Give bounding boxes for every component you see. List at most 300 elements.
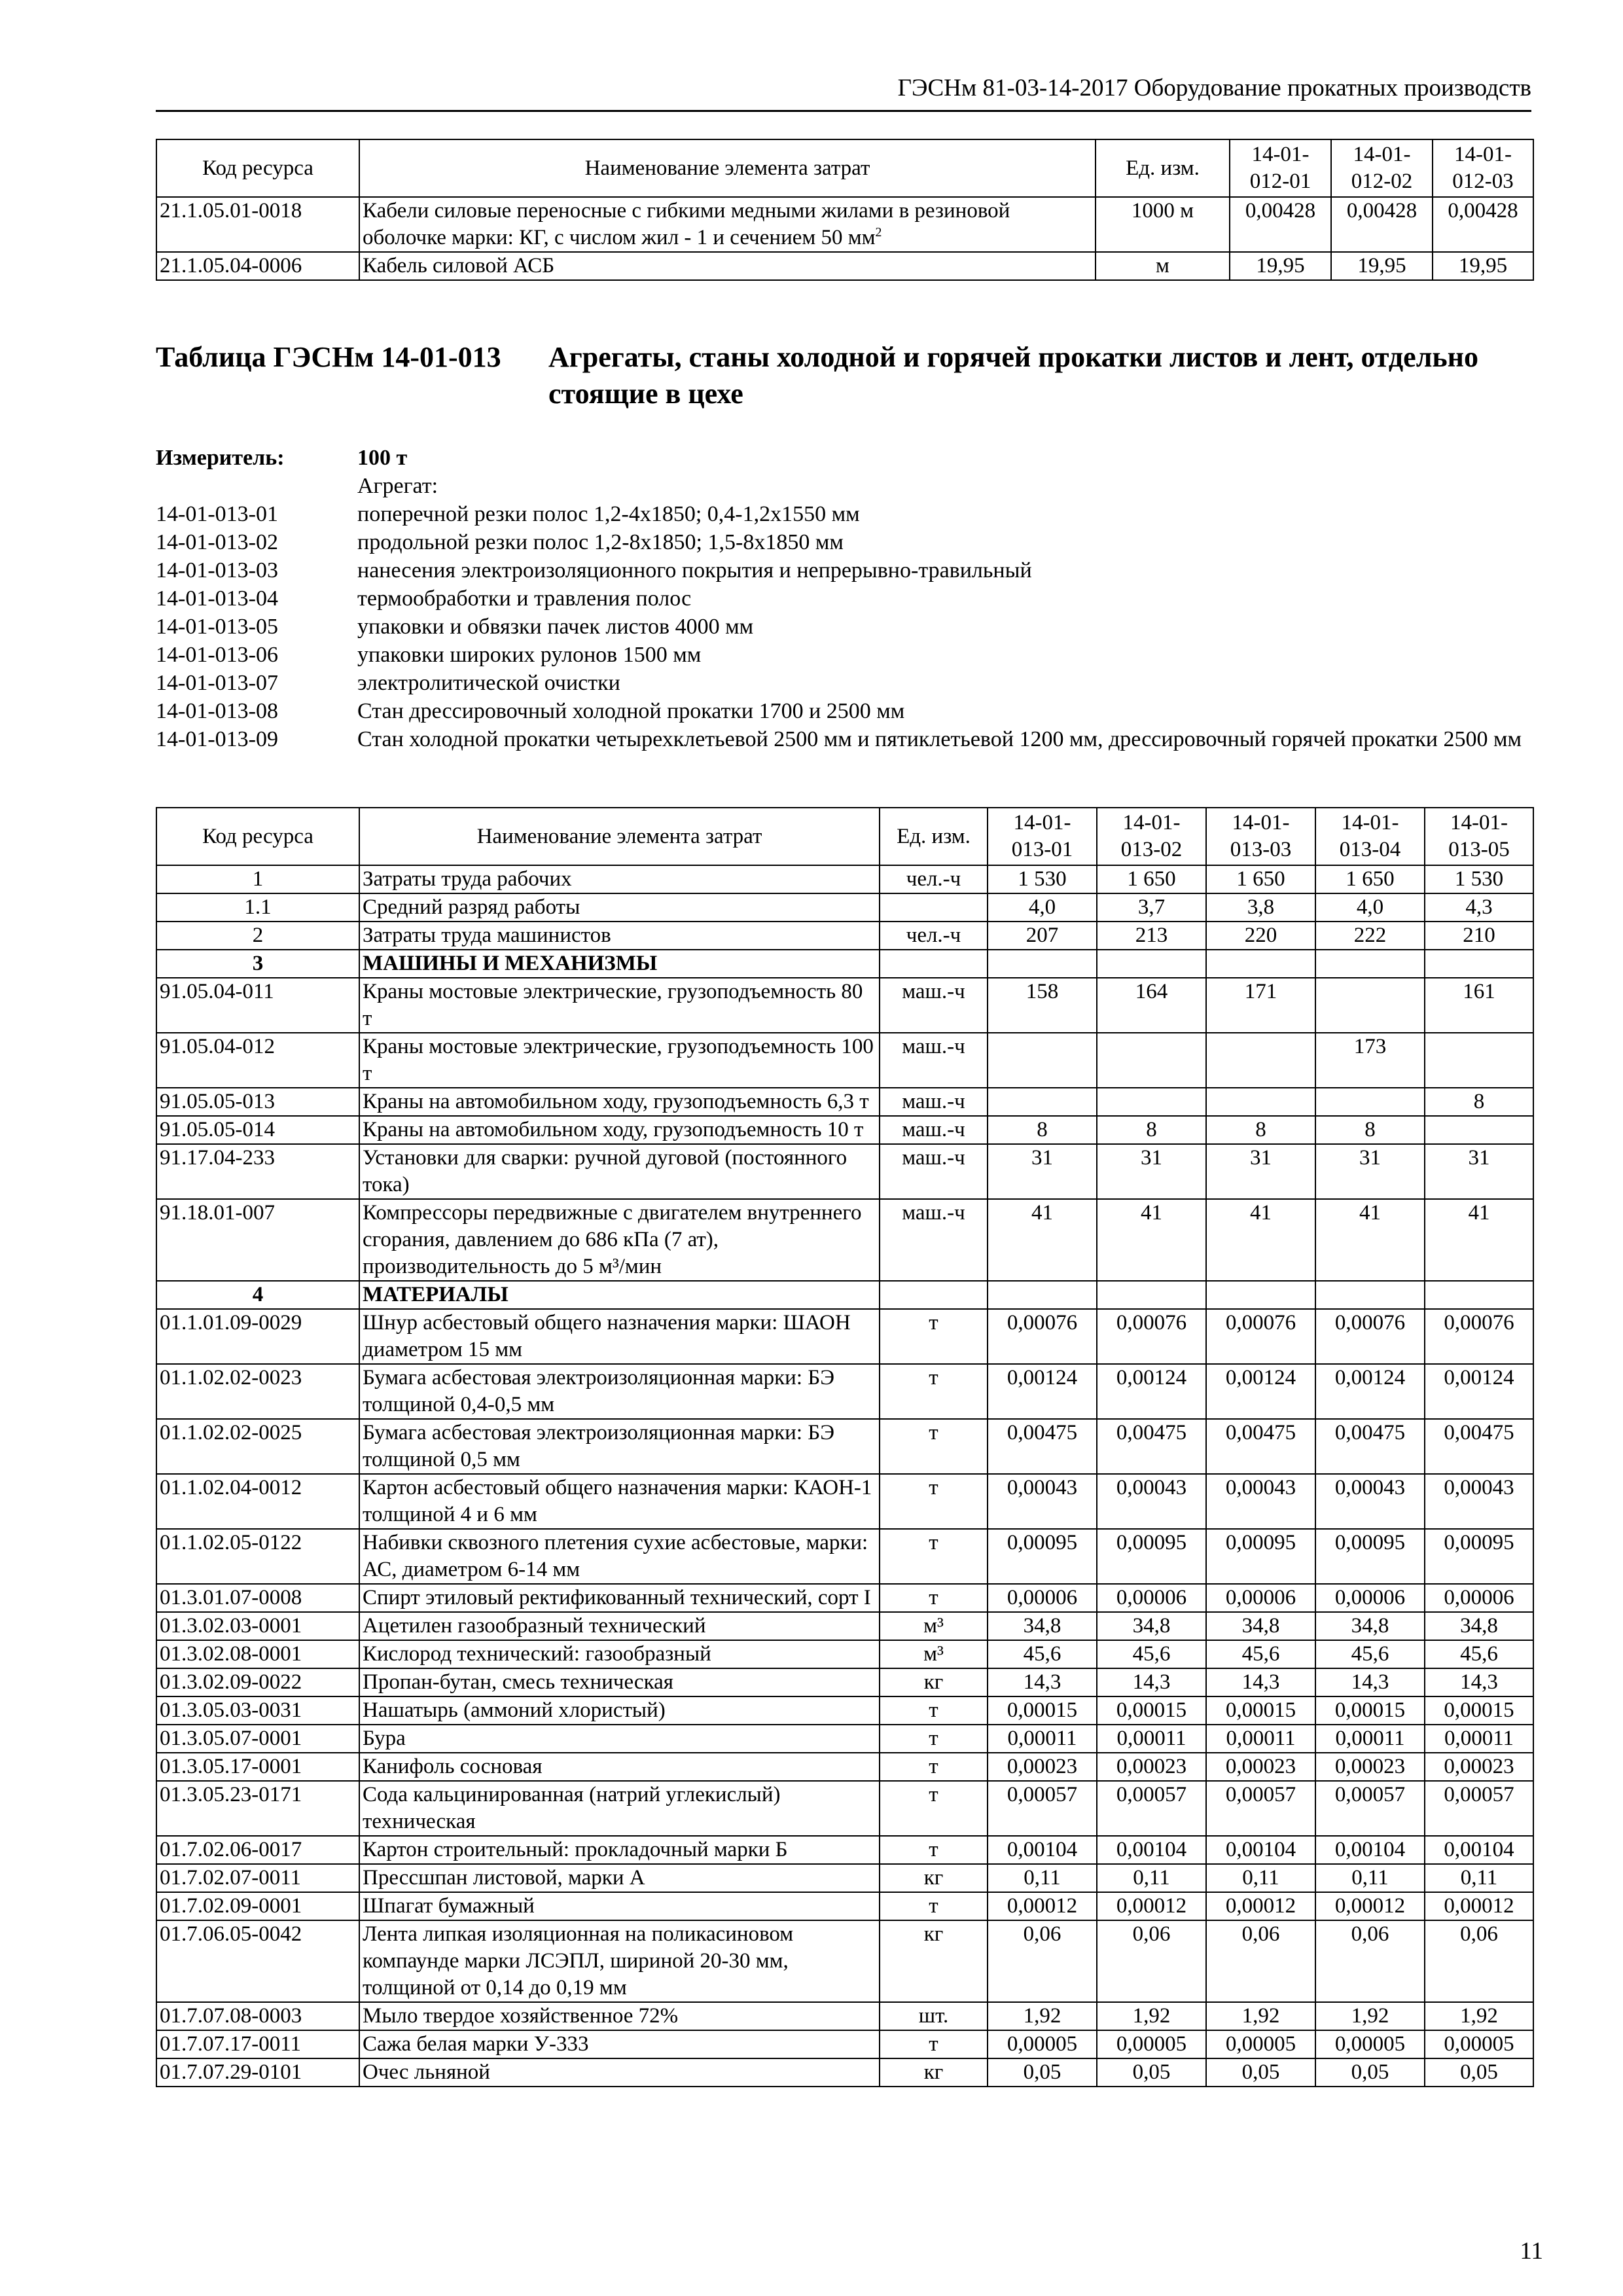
cell-value: 1,92 <box>988 2002 1097 2030</box>
cell-value: 0,00104 <box>988 1836 1097 1864</box>
cell-code: 01.3.02.09-0022 <box>156 1668 359 1696</box>
cell-value: 0,00104 <box>1315 1836 1425 1864</box>
cell-value: 34,8 <box>988 1612 1097 1640</box>
cell-value: 0,00015 <box>1425 1696 1533 1725</box>
cell-value <box>988 1281 1097 1309</box>
cell-unit: кг <box>880 2058 988 2087</box>
cell-value <box>1425 1281 1533 1309</box>
cell-value: 8 <box>1315 1116 1425 1144</box>
cell-value: 19,95 <box>1433 252 1533 280</box>
cell-value: 0,00104 <box>1425 1836 1533 1864</box>
cell-value: 8 <box>1097 1116 1206 1144</box>
cell-name: Картон асбестовый общего назначения марки: КАОН-1 толщиной 4 и 6 мм <box>359 1474 880 1529</box>
cell-unit: маш.-ч <box>880 978 988 1033</box>
meter-label: Измеритель: <box>156 446 285 470</box>
cell-value <box>988 950 1097 978</box>
cell-name: Краны на автомобильном ходу, грузоподъемность 6,3 т <box>359 1088 880 1116</box>
cell-code: 01.7.02.09-0001 <box>156 1892 359 1920</box>
cell-value: 0,05 <box>1425 2058 1533 2087</box>
cell-value <box>1206 1281 1315 1309</box>
cell-value: 0,00011 <box>1097 1725 1206 1753</box>
cell-value: 0,00011 <box>1425 1725 1533 1753</box>
cell-name: Бумага асбестовая электроизоляционная марки: БЭ толщиной 0,5 мм <box>359 1419 880 1474</box>
cell-value: 0,00057 <box>1425 1781 1533 1836</box>
cell-value <box>1425 950 1533 978</box>
cell-value: 1 650 <box>1206 865 1315 893</box>
table-header-row <box>156 808 1533 865</box>
cell-value: 1,92 <box>1206 2002 1315 2030</box>
cell-value: 220 <box>1206 922 1315 950</box>
cell-value: 0,00043 <box>1097 1474 1206 1529</box>
cell-name: Бумага асбестовая электроизоляционная марки: БЭ толщиной 0,4-0,5 мм <box>359 1364 880 1419</box>
cell-unit: маш.-ч <box>880 1116 988 1144</box>
cell-code: 01.1.01.09-0029 <box>156 1309 359 1364</box>
cell-value <box>1097 950 1206 978</box>
cell-unit: т <box>880 1892 988 1920</box>
cell-code: 01.3.01.07-0008 <box>156 1584 359 1612</box>
cell-unit <box>880 1281 988 1309</box>
cell-value: 0,00006 <box>1315 1584 1425 1612</box>
cell-unit <box>880 893 988 922</box>
cell-value: 0,00076 <box>988 1309 1097 1364</box>
cell-name: Шнур асбестовый общего назначения марки: ШАОН диаметром 15 мм <box>359 1309 880 1364</box>
meter-value: 100 т <box>357 446 408 470</box>
table-row <box>156 1836 1533 1864</box>
cell-value: 45,6 <box>1206 1640 1315 1668</box>
cell-unit: м³ <box>880 1612 988 1640</box>
cell-unit: т <box>880 1836 988 1864</box>
cell-value <box>1206 1033 1315 1088</box>
table-row <box>156 922 1533 950</box>
cell-name: Краны мостовые электрические, грузоподъемность 80 т <box>359 978 880 1033</box>
cell-value <box>988 1033 1097 1088</box>
meter-block <box>156 444 1537 753</box>
cell-value <box>1097 1033 1206 1088</box>
meter-item <box>156 556 1537 584</box>
cell-code: 91.05.05-013 <box>156 1088 359 1116</box>
cell-value <box>1315 1088 1425 1116</box>
table-body <box>156 865 1533 2087</box>
cell-value: 0,05 <box>1206 2058 1315 2087</box>
col-norm-013-02: 14-01- 013-02 <box>1097 808 1206 865</box>
table-row <box>156 1088 1533 1116</box>
cell-value: 0,00043 <box>1315 1474 1425 1529</box>
cell-value: 0,00095 <box>1206 1529 1315 1584</box>
cell-value: 31 <box>1315 1144 1425 1199</box>
cell-name: Установки для сварки: ручной дуговой (постоянного тока) <box>359 1144 880 1199</box>
col-norm-012-03: 14-01- 012-03 <box>1433 139 1533 197</box>
cell-value: 0,00043 <box>1425 1474 1533 1529</box>
cell-value: 34,8 <box>1097 1612 1206 1640</box>
meter-item <box>156 528 1537 556</box>
table-row <box>156 1033 1533 1088</box>
cell-name: Нашатырь (аммоний хлористый) <box>359 1696 880 1725</box>
cell-unit: т <box>880 1753 988 1781</box>
cell-code: 01.3.02.08-0001 <box>156 1640 359 1668</box>
table-row <box>156 1668 1533 1696</box>
table-row <box>156 1419 1533 1474</box>
cell-name-text: Кабели силовые переносные с гибкими медными жилами в резиновой оболочке марки: КГ, с числом жил - 1 и сечением 50 мм <box>363 199 1010 249</box>
cell-name: Сажа белая марки У-333 <box>359 2030 880 2058</box>
meter-item-desc: Стан дрессировочный холодной прокатки 1700 и 2500 мм <box>357 699 905 723</box>
cell-code: 1 <box>156 865 359 893</box>
cell-value: 0,11 <box>1425 1864 1533 1892</box>
cell-value: 0,05 <box>988 2058 1097 2087</box>
cell-value <box>1206 950 1315 978</box>
cell-unit: т <box>880 1781 988 1836</box>
meter-item-desc: упаковки широких рулонов 1500 мм <box>357 643 702 667</box>
meter-items <box>156 500 1537 753</box>
table-row <box>156 1612 1533 1640</box>
cell-unit: т <box>880 1696 988 1725</box>
page-number: 11 <box>1520 2238 1543 2265</box>
table-row <box>156 1892 1533 1920</box>
cell-value: 19,95 <box>1331 252 1433 280</box>
cell-unit: м³ <box>880 1640 988 1668</box>
meter-item-code: 14-01-013-08 <box>156 699 278 723</box>
table-row <box>156 865 1533 893</box>
table-row <box>156 1640 1533 1668</box>
meter-item-desc: поперечной резки полос 1,2-4x1850; 0,4-1,2x1550 мм <box>357 502 860 526</box>
cell-code: 3 <box>156 950 359 978</box>
cell-value: 0,00475 <box>1097 1419 1206 1474</box>
table-row <box>156 252 1533 280</box>
cell-unit: т <box>880 1419 988 1474</box>
cell-value: 0,00015 <box>988 1696 1097 1725</box>
cell-value: 0,05 <box>1315 2058 1425 2087</box>
meter-intro: Агрегат: <box>357 474 438 498</box>
cell-value: 0,00095 <box>1315 1529 1425 1584</box>
cell-value: 173 <box>1315 1033 1425 1088</box>
cell-value <box>1425 1033 1533 1088</box>
cell-name <box>359 197 1096 252</box>
table-row <box>156 1474 1533 1529</box>
table-row <box>156 1309 1533 1364</box>
meter-item-desc: нанесения электроизоляционного покрытия и непрерывно-травильный <box>357 558 1032 583</box>
cell-value: 0,00104 <box>1097 1836 1206 1864</box>
cell-value: 0,06 <box>1206 1920 1315 2002</box>
cell-name: Средний разряд работы <box>359 893 880 922</box>
cell-value: 0,11 <box>988 1864 1097 1892</box>
cell-value: 45,6 <box>1097 1640 1206 1668</box>
cell-unit: кг <box>880 1668 988 1696</box>
meter-item <box>156 584 1537 613</box>
table-row <box>156 1920 1533 2002</box>
cell-value: 14,3 <box>1206 1668 1315 1696</box>
cell-value <box>988 1088 1097 1116</box>
cell-value: 8 <box>1206 1116 1315 1144</box>
cell-value: 0,00012 <box>1097 1892 1206 1920</box>
cell-value: 31 <box>1425 1144 1533 1199</box>
cell-name: МАШИНЫ И МЕХАНИЗМЫ <box>359 950 880 978</box>
cell-value: 1,92 <box>1425 2002 1533 2030</box>
cell-value: 0,06 <box>1425 1920 1533 2002</box>
cell-value: 41 <box>1425 1199 1533 1281</box>
cell-code: 01.7.07.08-0003 <box>156 2002 359 2030</box>
cell-name <box>359 252 1096 280</box>
meter-item-desc: Стан холодной прокатки четырехклетьевой 2500 мм и пятиклетьевой 1200 мм, дрессировочный горячей прокатки 2500 мм <box>357 727 1522 751</box>
cell-value: 0,00043 <box>988 1474 1097 1529</box>
cell-code: 4 <box>156 1281 359 1309</box>
cell-name: Сода кальцинированная (натрий углекислый) техническая <box>359 1781 880 1836</box>
table-row <box>156 1364 1533 1419</box>
cell-value: 0,00124 <box>1425 1364 1533 1419</box>
cell-code: 01.3.05.03-0031 <box>156 1696 359 1725</box>
cell-unit <box>880 950 988 978</box>
cell-code: 01.3.05.23-0171 <box>156 1781 359 1836</box>
cell-value: 14,3 <box>988 1668 1097 1696</box>
cell-value: 0,00124 <box>1315 1364 1425 1419</box>
section-row <box>156 1281 1533 1309</box>
cell-name: Затраты труда рабочих <box>359 865 880 893</box>
cell-value: 171 <box>1206 978 1315 1033</box>
cell-name: Кислород технический: газообразный <box>359 1640 880 1668</box>
cell-code: 1.1 <box>156 893 359 922</box>
cell-unit: кг <box>880 1920 988 2002</box>
cell-unit: т <box>880 1584 988 1612</box>
cell-name: Прессшпан листовой, марки А <box>359 1864 880 1892</box>
table-row <box>156 1753 1533 1781</box>
table-name: Агрегаты, станы холодной и горячей прокатки листов и лент, отдельно стоящие в цехе <box>548 341 1478 410</box>
cell-value: 0,00428 <box>1331 197 1433 252</box>
cell-value: 0,00475 <box>988 1419 1097 1474</box>
cell-value: 0,00023 <box>1097 1753 1206 1781</box>
cell-value: 14,3 <box>1097 1668 1206 1696</box>
cell-name: Бура <box>359 1725 880 1753</box>
cell-code: 01.1.02.02-0025 <box>156 1419 359 1474</box>
cell-code: 01.3.05.07-0001 <box>156 1725 359 1753</box>
cell-value: 158 <box>988 978 1097 1033</box>
cell-value: 45,6 <box>988 1640 1097 1668</box>
cell-name: Очес льняной <box>359 2058 880 2087</box>
cell-code: 01.7.06.05-0042 <box>156 1920 359 2002</box>
table-row <box>156 1584 1533 1612</box>
col-norm-013-01: 14-01- 013-01 <box>988 808 1097 865</box>
cell-value: 0,00023 <box>1315 1753 1425 1781</box>
cell-value: 0,00006 <box>1097 1584 1206 1612</box>
cell-code: 01.7.07.29-0101 <box>156 2058 359 2087</box>
meter-item-desc: термообработки и травления полос <box>357 586 692 611</box>
cell-code: 91.18.01-007 <box>156 1199 359 1281</box>
cell-value: 207 <box>988 922 1097 950</box>
cell-value: 1 650 <box>1315 865 1425 893</box>
cell-value: 222 <box>1315 922 1425 950</box>
cell-value: 0,00006 <box>988 1584 1097 1612</box>
meter-item-desc: продольной резки полос 1,2-8x1850; 1,5-8x1850 мм <box>357 530 844 554</box>
cell-unit: 1000 м <box>1096 197 1230 252</box>
cell-value: 0,00057 <box>988 1781 1097 1836</box>
col-code: Код ресурса <box>156 139 359 197</box>
table-row <box>156 1529 1533 1584</box>
cell-value: 0,00012 <box>1425 1892 1533 1920</box>
cell-value: 0,00005 <box>1206 2030 1315 2058</box>
cell-value: 0,00076 <box>1315 1309 1425 1364</box>
cell-value: 1 650 <box>1097 865 1206 893</box>
cell-name: Компрессоры передвижные с двигателем внутреннего сгорания, давлением до 686 кПа (7 ат), производительность до 5 м³/мин <box>359 1199 880 1281</box>
table-row <box>156 1864 1533 1892</box>
meter-item <box>156 697 1537 725</box>
cell-value: 0,00076 <box>1425 1309 1533 1364</box>
cell-value: 0,00095 <box>1425 1529 1533 1584</box>
meter-item-code: 14-01-013-06 <box>156 643 278 667</box>
cell-value: 8 <box>1425 1088 1533 1116</box>
cell-value: 41 <box>1315 1199 1425 1281</box>
cell-name: Лента липкая изоляционная на поликасиновом компаунде марки ЛСЭПЛ, шириной 20-30 мм, толщиной от 0,14 до 0,19 мм <box>359 1920 880 2002</box>
cell-name: Картон строительный: прокладочный марки Б <box>359 1836 880 1864</box>
cell-value: 0,00057 <box>1315 1781 1425 1836</box>
cell-value: 0,06 <box>1097 1920 1206 2002</box>
cell-unit: маш.-ч <box>880 1199 988 1281</box>
cell-unit: чел.-ч <box>880 922 988 950</box>
cell-value: 45,6 <box>1425 1640 1533 1668</box>
running-header: ГЭСНм 81-03-14-2017 Оборудование прокатных производств <box>156 71 1531 112</box>
cell-code: 91.05.04-011 <box>156 978 359 1033</box>
cell-code: 01.7.02.06-0017 <box>156 1836 359 1864</box>
cell-value: 0,00011 <box>1315 1725 1425 1753</box>
cell-value: 0,00043 <box>1206 1474 1315 1529</box>
cell-name-superscript: 2 <box>875 225 882 240</box>
meter-item-code: 14-01-013-07 <box>156 671 278 695</box>
col-norm-013-05: 14-01- 013-05 <box>1425 808 1533 865</box>
meter-item <box>156 725 1537 753</box>
cell-value: 14,3 <box>1425 1668 1533 1696</box>
cell-unit: т <box>880 2030 988 2058</box>
cell-code: 01.1.02.02-0023 <box>156 1364 359 1419</box>
cell-value <box>1097 1088 1206 1116</box>
cell-value: 0,00012 <box>1206 1892 1315 1920</box>
table-row <box>156 197 1533 252</box>
table-row <box>156 2058 1533 2087</box>
cell-value: 0,00011 <box>1206 1725 1315 1753</box>
cell-unit: кг <box>880 1864 988 1892</box>
cell-value: 0,00475 <box>1206 1419 1315 1474</box>
cell-value: 34,8 <box>1206 1612 1315 1640</box>
cell-value: 0,00428 <box>1230 197 1331 252</box>
cell-value: 4,3 <box>1425 893 1533 922</box>
table-row <box>156 2002 1533 2030</box>
table-row <box>156 1199 1533 1281</box>
meter-item-code: 14-01-013-01 <box>156 502 278 526</box>
cell-value: 0,06 <box>988 1920 1097 2002</box>
cell-name: Пропан-бутан, смесь техническая <box>359 1668 880 1696</box>
cell-code: 91.05.04-012 <box>156 1033 359 1088</box>
cell-value: 0,00095 <box>988 1529 1097 1584</box>
cell-value: 164 <box>1097 978 1206 1033</box>
cell-value: 19,95 <box>1230 252 1331 280</box>
meter-item-code: 14-01-013-03 <box>156 558 278 583</box>
cell-value: 0,00057 <box>1097 1781 1206 1836</box>
cell-value: 0,00023 <box>1425 1753 1533 1781</box>
cell-unit: м <box>1096 252 1230 280</box>
cell-value: 34,8 <box>1425 1612 1533 1640</box>
cell-value <box>1315 950 1425 978</box>
cell-value <box>1425 1116 1533 1144</box>
cell-value: 0,00015 <box>1097 1696 1206 1725</box>
cell-code: 01.7.02.07-0011 <box>156 1864 359 1892</box>
cell-value: 1 530 <box>988 865 1097 893</box>
meter-item-code: 14-01-013-02 <box>156 530 278 554</box>
meter-item-code: 14-01-013-05 <box>156 615 278 639</box>
meter-item-desc: упаковки и обвязки пачек листов 4000 мм <box>357 615 754 639</box>
cell-value: 0,00076 <box>1097 1309 1206 1364</box>
section-row <box>156 950 1533 978</box>
cell-unit: т <box>880 1474 988 1529</box>
cell-name: Спирт этиловый ректификованный технический, сорт I <box>359 1584 880 1612</box>
cell-value: 0,00011 <box>988 1725 1097 1753</box>
meter-intro-row <box>156 472 1537 500</box>
cell-value: 0,00012 <box>1315 1892 1425 1920</box>
cell-code: 01.1.02.04-0012 <box>156 1474 359 1529</box>
cell-value <box>1315 978 1425 1033</box>
col-name: Наименование элемента затрат <box>359 808 880 865</box>
table-row <box>156 978 1533 1033</box>
cell-code: 01.3.02.03-0001 <box>156 1612 359 1640</box>
cell-unit: маш.-ч <box>880 1033 988 1088</box>
cell-name: Канифоль сосновая <box>359 1753 880 1781</box>
cell-code: 21.1.05.04-0006 <box>156 252 359 280</box>
cell-value: 0,00124 <box>988 1364 1097 1419</box>
cell-unit: маш.-ч <box>880 1088 988 1116</box>
cell-value: 3,7 <box>1097 893 1206 922</box>
cell-value: 0,00475 <box>1425 1419 1533 1474</box>
cell-code: 01.7.07.17-0011 <box>156 2030 359 2058</box>
cell-value: 0,00006 <box>1206 1584 1315 1612</box>
cell-value: 45,6 <box>1315 1640 1425 1668</box>
cell-value: 0,00023 <box>1206 1753 1315 1781</box>
table-row <box>156 1144 1533 1199</box>
cell-value: 0,05 <box>1097 2058 1206 2087</box>
cell-value: 0,00015 <box>1206 1696 1315 1725</box>
cell-value: 41 <box>1206 1199 1315 1281</box>
meter-item-code: 14-01-013-09 <box>156 727 278 751</box>
cell-value: 0,00015 <box>1315 1696 1425 1725</box>
cell-value: 0,11 <box>1206 1864 1315 1892</box>
cell-value: 14,3 <box>1315 1668 1425 1696</box>
cell-value <box>1097 1281 1206 1309</box>
cell-name: Затраты труда машинистов <box>359 922 880 950</box>
cell-code: 01.3.05.17-0001 <box>156 1753 359 1781</box>
cell-value: 41 <box>1097 1199 1206 1281</box>
cell-name: Набивки сквозного плетения сухие асбестовые, марки: АС, диаметром 6-14 мм <box>359 1529 880 1584</box>
cell-value: 210 <box>1425 922 1533 950</box>
cell-value: 0,00475 <box>1315 1419 1425 1474</box>
meter-item-code: 14-01-013-04 <box>156 586 278 611</box>
cell-value: 31 <box>1097 1144 1206 1199</box>
cell-name-text: Кабель силовой АСБ <box>363 254 555 278</box>
cell-value: 213 <box>1097 922 1206 950</box>
cell-name: Мыло твердое хозяйственное 72% <box>359 2002 880 2030</box>
cell-value: 0,00057 <box>1206 1781 1315 1836</box>
table-body <box>156 197 1533 280</box>
cell-unit: т <box>880 1725 988 1753</box>
cell-value: 4,0 <box>988 893 1097 922</box>
cell-value: 8 <box>988 1116 1097 1144</box>
cell-value: 34,8 <box>1315 1612 1425 1640</box>
cell-name: МАТЕРИАЛЫ <box>359 1281 880 1309</box>
cell-value <box>1315 1281 1425 1309</box>
meter-item <box>156 500 1537 528</box>
meter-intro-spacer <box>156 472 357 500</box>
col-norm-013-04: 14-01- 013-04 <box>1315 808 1425 865</box>
cell-value: 0,11 <box>1097 1864 1206 1892</box>
cell-value: 41 <box>988 1199 1097 1281</box>
cell-value: 1,92 <box>1097 2002 1206 2030</box>
cell-code: 91.17.04-233 <box>156 1144 359 1199</box>
cell-value: 4,0 <box>1315 893 1425 922</box>
cell-unit: т <box>880 1364 988 1419</box>
cell-value: 0,00023 <box>988 1753 1097 1781</box>
cell-value: 0,00005 <box>1425 2030 1533 2058</box>
